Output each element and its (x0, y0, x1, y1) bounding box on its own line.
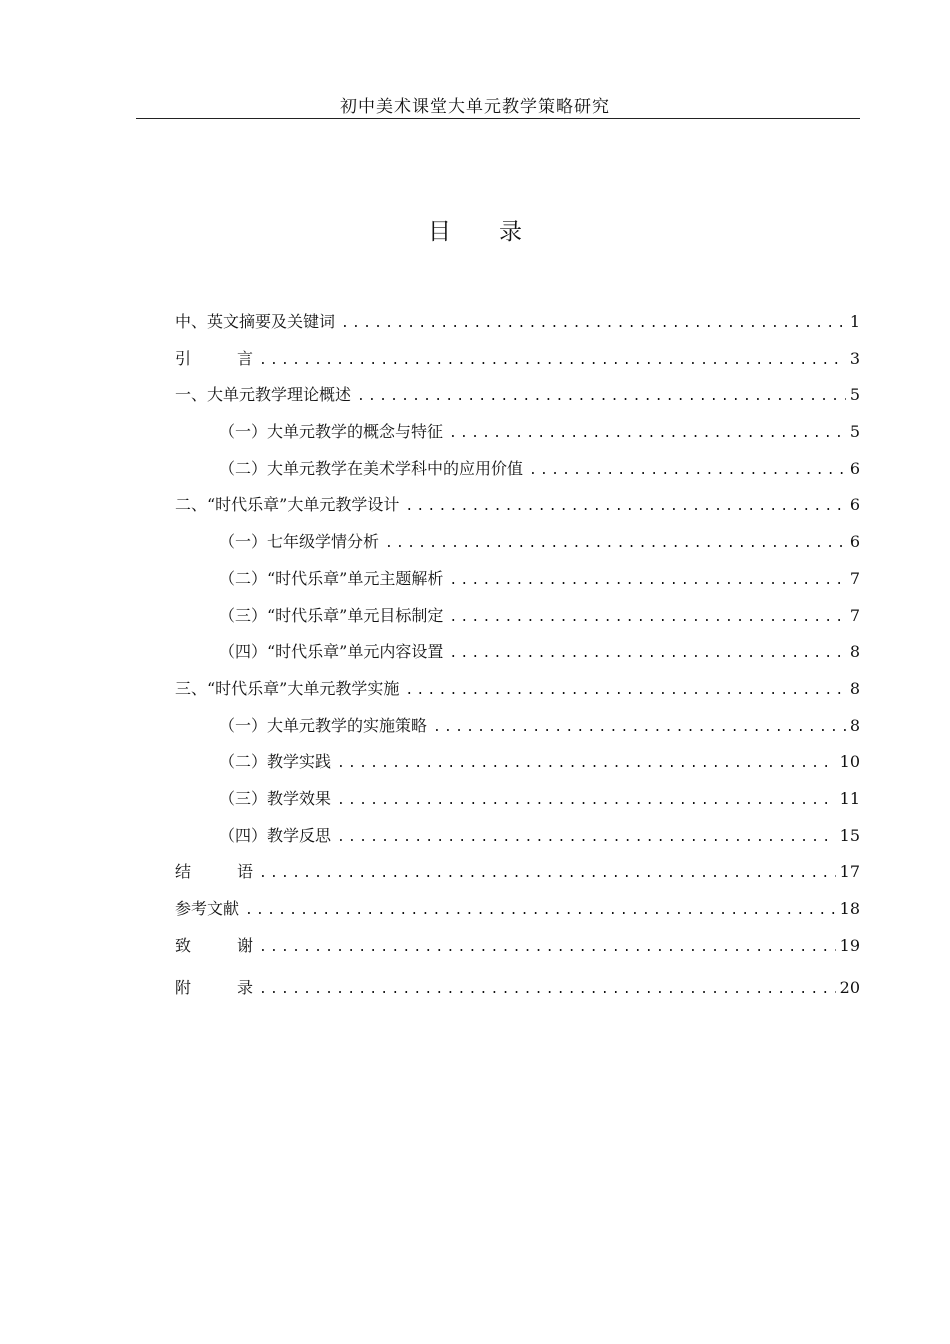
toc-entry-page: 18 (839, 899, 860, 918)
toc-entry-chapter-2-section-1[interactable] (175, 530, 860, 567)
toc-leader-dots (337, 826, 836, 850)
toc-entry-label-char: 结 (175, 862, 192, 882)
toc-entry-appendix[interactable] (175, 976, 860, 1013)
toc-leader-dots (245, 899, 836, 923)
toc-entry-chapter-2[interactable] (175, 493, 860, 530)
toc-entry-label-char: 附 (175, 978, 192, 998)
toc-entry-label: （三）“时代乐章”单元目标制定 (219, 605, 444, 625)
toc-entry-page: 19 (839, 935, 860, 955)
toc-entry-label-char: 引 (175, 348, 192, 368)
toc-entry-page: 6 (849, 532, 860, 552)
toc-entry-page: 8 (849, 715, 860, 735)
toc-entry-label-char: 录 (236, 978, 253, 998)
toc-entry-label: 一、大单元教学理论概述 (175, 385, 352, 405)
toc-entry-label: （四）教学反思 (219, 825, 332, 845)
running-header-title: 初中美术课堂大单元教学策略研究 (340, 97, 610, 117)
toc-leader-dots (259, 978, 836, 1002)
toc-leader-dots (259, 862, 836, 886)
toc-entry-label: （二）大单元教学在美术学科中的应用价值 (219, 458, 524, 478)
toc-entry-chapter-3-section-4[interactable] (175, 824, 860, 861)
toc-entry-label: 二、“时代乐章”大单元教学设计 (175, 495, 400, 515)
toc-entry-page: 6 (849, 458, 860, 478)
toc-entry-page: 10 (839, 752, 860, 772)
toc-leader-dots (357, 385, 846, 409)
toc-entry-label-char: 语 (236, 862, 253, 882)
toc-entry-label: 参考文献 (175, 899, 240, 918)
toc-entry-label (175, 347, 253, 371)
toc-entry-label: （三）教学效果 (219, 788, 332, 808)
toc-entry-page: 17 (839, 862, 860, 882)
toc-entry-chapter-3-section-2[interactable] (175, 750, 860, 787)
toc-entry-label: （二）“时代乐章”单元主题解析 (219, 568, 444, 588)
toc-leader-dots (433, 716, 846, 740)
toc-leader-dots (449, 606, 845, 630)
toc-leader-dots (449, 642, 845, 666)
toc-title (0, 213, 950, 246)
toc-entry-label (175, 934, 253, 958)
toc-entry-page: 8 (849, 642, 860, 662)
toc-entry-page: 3 (849, 348, 860, 368)
toc-entry-chapter-2-section-2[interactable] (175, 567, 860, 604)
toc-leader-dots (449, 422, 846, 446)
toc-entry-page: 15 (839, 825, 860, 845)
toc-entry-label: 中、英文摘要及关键词 (175, 312, 336, 331)
toc-entry-page: 5 (849, 422, 860, 442)
toc-entry-chapter-3-section-1[interactable] (175, 714, 860, 751)
toc-entry-conclusion[interactable] (175, 860, 860, 897)
toc-leader-dots (405, 679, 845, 703)
toc-entry-abstract[interactable] (175, 310, 860, 347)
toc-entry-page: 8 (849, 678, 860, 698)
toc-entry-label: （一）七年级学情分析 (219, 532, 380, 552)
toc-entry-label (175, 860, 253, 884)
toc-entry-chapter-2-section-3[interactable] (175, 604, 860, 641)
toc-leader-dots (405, 495, 845, 519)
toc-entry-label (175, 976, 253, 1000)
toc-leader-dots (341, 312, 846, 336)
toc-entry-label-char: 言 (236, 348, 253, 368)
toc-entry-chapter-3[interactable] (175, 677, 860, 714)
toc-entry-chapter-3-section-3[interactable] (175, 787, 860, 824)
toc-entry-label: 三、“时代乐章”大单元教学实施 (175, 678, 400, 698)
table-of-contents (175, 310, 860, 1013)
toc-entry-label: （一）大单元教学的概念与特征 (219, 422, 444, 442)
toc-entry-label: （一）大单元教学的实施策略 (219, 715, 428, 735)
toc-leader-dots (449, 569, 845, 593)
toc-entry-label-char: 致 (175, 935, 192, 955)
toc-entry-label: （二）教学实践 (219, 752, 332, 772)
toc-leader-dots (529, 459, 846, 483)
toc-leader-dots (385, 532, 846, 556)
toc-entry-introduction[interactable] (175, 347, 860, 384)
toc-entry-references[interactable] (175, 897, 860, 934)
toc-leader-dots (259, 349, 846, 373)
toc-entry-page: 5 (849, 385, 860, 405)
toc-entry-page: 7 (849, 605, 860, 625)
toc-entry-chapter-1-section-1[interactable] (175, 420, 860, 457)
toc-title-char-1: 目 (428, 219, 451, 245)
toc-entry-page: 1 (849, 312, 860, 331)
toc-leader-dots (337, 752, 836, 776)
toc-entry-page: 6 (849, 495, 860, 515)
toc-entry-chapter-2-section-4[interactable] (175, 640, 860, 677)
toc-entry-chapter-1[interactable] (175, 383, 860, 420)
header-divider (136, 118, 860, 119)
toc-leader-dots (337, 789, 836, 813)
toc-entry-label: （四）“时代乐章”单元内容设置 (219, 642, 444, 662)
toc-entry-page: 11 (839, 788, 860, 808)
toc-entry-page: 20 (839, 978, 860, 998)
toc-title-char-2: 录 (499, 219, 522, 245)
toc-entry-label-char: 谢 (236, 935, 253, 955)
toc-entry-chapter-1-section-2[interactable] (175, 457, 860, 494)
toc-entry-acknowledgements[interactable] (175, 934, 860, 971)
toc-entry-page: 7 (849, 568, 860, 588)
toc-leader-dots (259, 936, 836, 960)
